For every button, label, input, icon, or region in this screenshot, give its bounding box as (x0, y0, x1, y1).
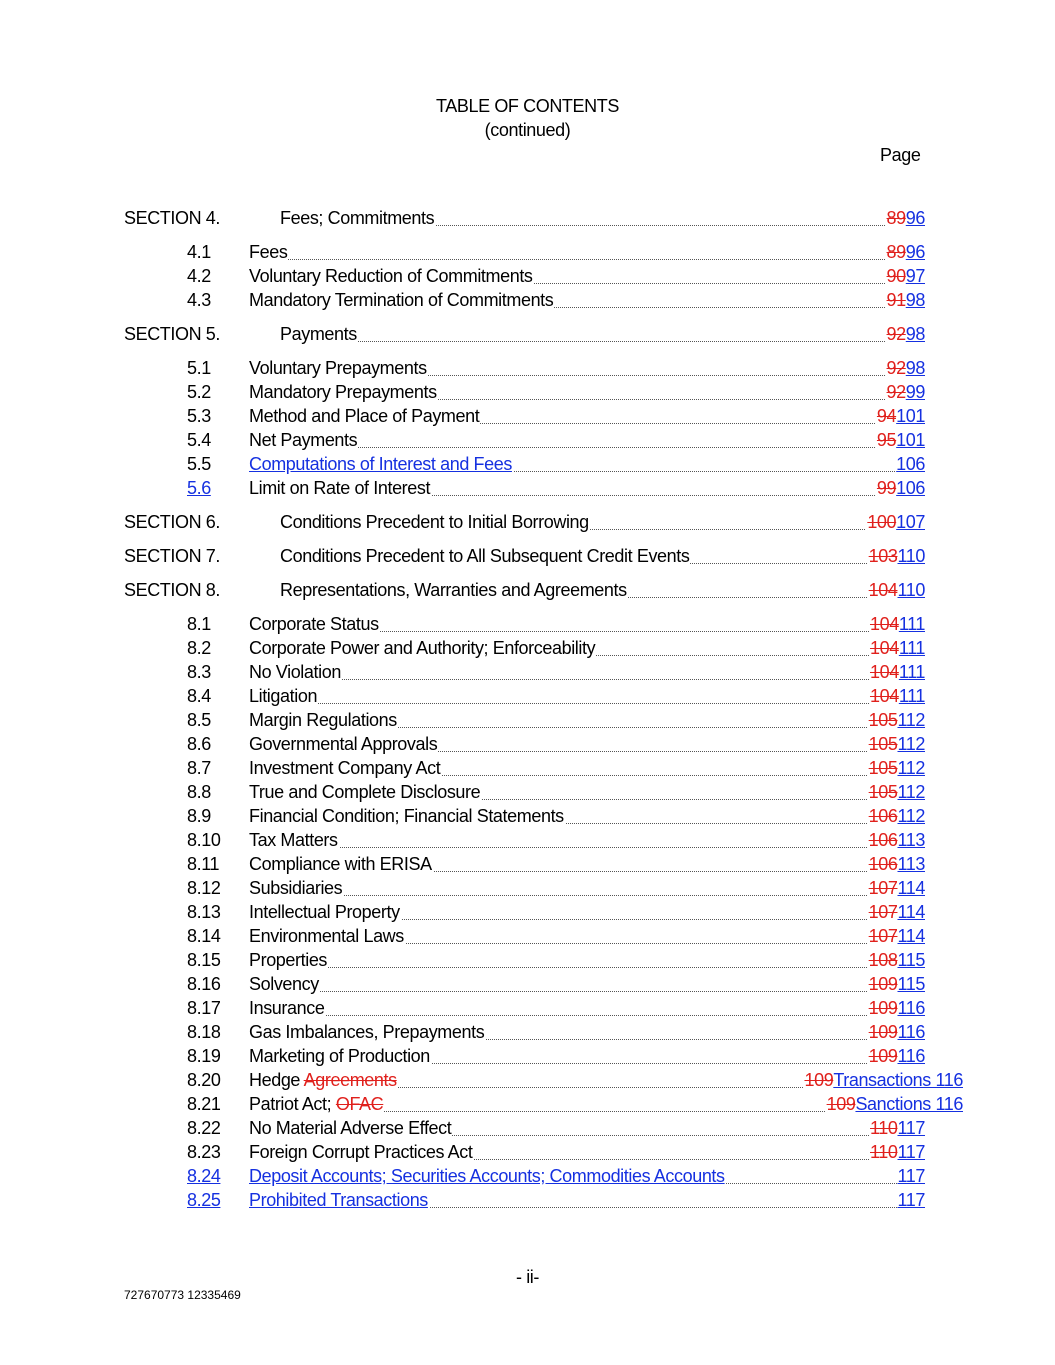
toc-entry-page (886, 265, 925, 287)
toc-entry-number: 8.6 (187, 734, 211, 754)
toc-entry-title-text: Solvency (249, 974, 319, 994)
toc-entry-page (826, 1093, 963, 1115)
toc-entry-title (249, 1165, 726, 1187)
toc-entry-title (249, 733, 438, 755)
toc-entry-number: 8.4 (187, 686, 211, 706)
toc-entry-page (868, 853, 925, 875)
toc-entry-title-text: Fees; Commitments (280, 208, 435, 228)
toc-entry-page (866, 511, 925, 533)
deleted-page-number: 110 (870, 1118, 898, 1138)
toc-entry[interactable] (0, 853, 1055, 875)
toc-entry[interactable] (0, 949, 1055, 971)
toc-dot-leader (249, 679, 925, 680)
toc-entry[interactable] (0, 405, 1055, 427)
toc-entry-page (869, 661, 925, 683)
toc-dot-leader (249, 967, 925, 968)
toc-entry-number: 8.17 (187, 998, 221, 1018)
toc-entry-page (868, 1021, 925, 1043)
inserted-page-number: 110 (897, 580, 925, 600)
toc-entry-title-text: Margin Regulations (249, 710, 397, 730)
toc-dot-leader (249, 703, 925, 704)
deleted-page-number: 99 (876, 478, 897, 498)
deleted-page-number: 106 (868, 806, 898, 826)
toc-entry-title-text: Limit on Rate of Interest (249, 478, 431, 498)
deleted-page-number: 109 (868, 998, 898, 1018)
inserted-page-number: 117 (897, 1142, 925, 1162)
toc-entry[interactable] (0, 637, 1055, 659)
deleted-page-number: 109 (868, 1022, 898, 1042)
toc-entry-title-text: Deposit Accounts; Securities Accounts; Commodities Accounts (249, 1166, 725, 1186)
toc-entry-number: 4.1 (187, 242, 211, 262)
toc-entry-title-text: Voluntary Prepayments (249, 358, 427, 378)
toc-entry-title-text: Environmental Laws (249, 926, 404, 946)
toc-entry[interactable] (0, 973, 1055, 995)
toc-entry-number: 8.3 (187, 662, 211, 682)
toc-entry[interactable] (0, 381, 1055, 403)
toc-entry-page (886, 357, 925, 379)
deleted-page-number: 92 (886, 358, 906, 378)
toc-entry[interactable] (0, 511, 1055, 533)
toc-entry-title-text: Marketing of Production (249, 1046, 430, 1066)
toc-entry-title-text: Compliance with ERISA (249, 854, 432, 874)
deleted-page-number: 109 (804, 1070, 834, 1090)
toc-entry-title-text: Governmental Approvals (249, 734, 438, 754)
toc-entry[interactable] (0, 1045, 1055, 1067)
toc-entry-number: 8.9 (187, 806, 211, 826)
inserted-page-number: 114 (897, 878, 925, 898)
inserted-page-number: 116 (897, 1022, 925, 1042)
toc-entry-title (249, 757, 441, 779)
toc-entry-number: 8.7 (187, 758, 211, 778)
inserted-page-number: 112 (897, 710, 925, 730)
toc-entry[interactable] (0, 357, 1055, 379)
toc-entry-title-deleted: Agreements (303, 1070, 397, 1090)
toc-entry-page (868, 781, 925, 803)
toc-entry-title (249, 357, 428, 379)
inserted-page-number: 112 (897, 734, 925, 754)
toc-entry[interactable] (0, 661, 1055, 683)
toc-entry-number: 8.10 (187, 830, 221, 850)
inserted-page-number: 112 (897, 758, 925, 778)
deleted-page-number: 105 (868, 782, 898, 802)
toc-entry-title (249, 381, 438, 403)
inserted-page-number: 98 (905, 290, 925, 310)
inserted-page-number: 96 (905, 242, 925, 262)
toc-entry-number: 5.3 (187, 406, 211, 426)
toc-entry-page (869, 685, 925, 707)
deleted-page-number: 91 (886, 290, 906, 310)
toc-entry-page (868, 579, 925, 601)
toc-entry-title (249, 429, 358, 451)
toc-entry-title-text: Representations, Warranties and Agreements (280, 580, 627, 600)
toc-entry-number: 8.1 (187, 614, 211, 634)
toc-entry-number: 8.24 (187, 1166, 221, 1186)
toc-entry[interactable] (0, 685, 1055, 707)
toc-entry[interactable] (0, 829, 1055, 851)
toc-entry-number: SECTION 6. (124, 512, 221, 532)
toc-entry[interactable] (0, 545, 1055, 567)
inserted-page-number: 111 (898, 662, 925, 682)
toc-entry-title-text: Mandatory Termination of Commitments (249, 290, 554, 310)
toc-entry-title (280, 511, 590, 533)
toc-entry-title (280, 579, 628, 601)
toc-entry-title-text: Insurance (249, 998, 325, 1018)
toc-entry-title-text: Foreign Corrupt Practices Act (249, 1142, 473, 1162)
deleted-page-number: 110 (870, 1142, 898, 1162)
toc-entry-title (249, 781, 481, 803)
toc-entry-page (876, 405, 925, 427)
deleted-page-number: 104 (869, 686, 899, 706)
toc-entry-title-text: No Material Adverse Effect (249, 1118, 452, 1138)
inserted-page-number: 116 (897, 1046, 925, 1066)
toc-entry-title (249, 1069, 398, 1091)
inserted-page-number: 111 (898, 686, 925, 706)
toc-entry-title (249, 685, 318, 707)
toc-dot-leader (249, 991, 925, 992)
deleted-page-number: 95 (876, 430, 897, 450)
toc-entry-page (886, 207, 925, 229)
toc-entry-title-text: Hedge (249, 1070, 301, 1090)
inserted-page-number: 112 (897, 782, 925, 802)
toc-entry[interactable] (0, 997, 1055, 1019)
toc-entry-title-text: Patriot Act; (249, 1094, 332, 1114)
toc-entry-number: 8.16 (187, 974, 221, 994)
inserted-page-number: Transactions 116 (833, 1070, 963, 1090)
toc-entry-title (249, 877, 343, 899)
toc-entry[interactable] (0, 709, 1055, 731)
toc-entry-title-text: Investment Company Act (249, 758, 441, 778)
toc-dot-leader (249, 259, 925, 260)
toc-entry[interactable] (0, 265, 1055, 287)
toc-entry-page (886, 323, 925, 345)
toc-entry-number: SECTION 7. (124, 546, 221, 566)
toc-entry[interactable] (0, 877, 1055, 899)
deleted-page-number: 106 (868, 854, 898, 874)
toc-entry-number: 4.2 (187, 266, 211, 286)
toc-entry-page (876, 477, 925, 499)
toc-entry-title (249, 853, 433, 875)
toc-entry-page (886, 381, 925, 403)
inserted-page-number: 107 (896, 512, 925, 532)
toc-entry-page (868, 925, 925, 947)
toc-header-subtitle: (continued) (484, 120, 571, 140)
toc-entry-title-text: Computations of Interest and Fees (249, 454, 512, 474)
deleted-page-number: 104 (869, 638, 899, 658)
toc-entry-page (876, 429, 925, 451)
toc-entry-number: SECTION 8. (124, 580, 221, 600)
toc-entry-title-text: Corporate Status (249, 614, 379, 634)
toc-entry-number: 8.5 (187, 710, 211, 730)
deleted-page-number: 109 (826, 1094, 856, 1114)
toc-entry-page (886, 241, 925, 263)
toc-entry[interactable] (0, 289, 1055, 311)
deleted-page-number: 89 (886, 242, 906, 262)
toc-entry-title-text: Subsidiaries (249, 878, 343, 898)
toc-entry-title (249, 973, 320, 995)
toc-entry-page (868, 1045, 925, 1067)
toc-entry[interactable] (0, 1093, 1055, 1115)
inserted-page-number: 115 (897, 974, 925, 994)
toc-entry-number: 8.2 (187, 638, 211, 658)
toc-entry-title-text: Properties (249, 950, 328, 970)
toc-entry-title (249, 829, 339, 851)
toc-dot-leader (249, 895, 925, 896)
toc-entry[interactable] (0, 613, 1055, 635)
toc-entry-number: 5.1 (187, 358, 211, 378)
toc-entry-title-text: Gas Imbalances, Prepayments (249, 1022, 485, 1042)
toc-entry-number: 8.14 (187, 926, 221, 946)
toc-entry[interactable] (0, 1189, 1055, 1211)
toc-entry-title-text: Prohibited Transactions (249, 1190, 428, 1210)
toc-entry[interactable] (0, 925, 1055, 947)
deleted-page-number: 106 (868, 830, 898, 850)
toc-entry-title (249, 1189, 429, 1211)
toc-entry-title (249, 661, 342, 683)
toc-entry-page (868, 877, 925, 899)
inserted-page-number: 111 (898, 614, 925, 634)
toc-entry-number: 8.22 (187, 1118, 221, 1138)
deleted-page-number: 89 (886, 208, 906, 228)
deleted-page-number: 107 (868, 902, 898, 922)
toc-dot-leader (280, 341, 925, 342)
toc-entry[interactable] (0, 323, 1055, 345)
toc-entry-number: 8.12 (187, 878, 221, 898)
toc-entry-title (280, 545, 690, 567)
toc-entry-title (249, 805, 565, 827)
toc-entry-page (868, 545, 925, 567)
toc-entry-title-text: Fees (249, 242, 288, 262)
toc-entry-page (897, 1189, 926, 1211)
toc-entry-title (249, 1045, 431, 1067)
toc-entry[interactable] (0, 1141, 1055, 1163)
toc-entry-number: 8.15 (187, 950, 221, 970)
toc-entry-title (249, 265, 534, 287)
toc-entry-title-text: Payments (280, 324, 357, 344)
inserted-page-number: Sanctions 116 (855, 1094, 963, 1114)
toc-entry-title-text: Net Payments (249, 430, 358, 450)
toc-entry-title (249, 925, 405, 947)
deleted-page-number: 105 (868, 758, 898, 778)
toc-entry-page (869, 637, 925, 659)
toc-entry-number: 8.20 (187, 1070, 221, 1090)
toc-entry-title (249, 901, 401, 923)
inserted-page-number: 112 (897, 806, 925, 826)
deleted-page-number: 109 (868, 974, 898, 994)
toc-entry[interactable] (0, 1069, 1055, 1091)
inserted-page-number: 117 (897, 1166, 925, 1186)
deleted-page-number: 107 (868, 878, 898, 898)
toc-entry[interactable] (0, 453, 1055, 475)
toc-entry-number: SECTION 5. (124, 324, 221, 344)
toc-entry-title-text: Financial Condition; Financial Statements (249, 806, 564, 826)
deleted-page-number: 105 (868, 710, 898, 730)
toc-entry-title-text: True and Complete Disclosure (249, 782, 481, 802)
footer-page-number: - ii- (516, 1267, 539, 1287)
toc-entry-page (868, 997, 925, 1019)
toc-entry-page (868, 901, 925, 923)
inserted-page-number: 106 (896, 478, 925, 498)
toc-entry-page (868, 829, 925, 851)
inserted-page-number: 96 (905, 208, 925, 228)
toc-header-title: TABLE OF CONTENTS (436, 96, 619, 116)
deleted-page-number: 109 (868, 1046, 898, 1066)
inserted-page-number: 117 (897, 1118, 925, 1138)
inserted-page-number: 113 (897, 854, 925, 874)
toc-entry-title-text: Conditions Precedent to Initial Borrowing (280, 512, 589, 532)
deleted-page-number: 105 (868, 734, 898, 754)
toc-entry-number: 5.5 (187, 454, 211, 474)
toc-entry-page (868, 805, 925, 827)
toc-entry-number: 4.3 (187, 290, 211, 310)
toc-entry[interactable] (0, 1117, 1055, 1139)
toc-entry-title (249, 477, 431, 499)
inserted-page-number: 99 (905, 382, 925, 402)
inserted-page-number: 116 (897, 998, 925, 1018)
toc-entry-number: 5.4 (187, 430, 211, 450)
toc-entry-number: 8.13 (187, 902, 221, 922)
inserted-page-number: 117 (897, 1190, 925, 1210)
deleted-page-number: 108 (868, 950, 898, 970)
toc-entry-title-text: Tax Matters (249, 830, 338, 850)
toc-entry-page (869, 613, 925, 635)
inserted-page-number: 114 (897, 902, 925, 922)
toc-entry-title (249, 405, 480, 427)
toc-entry-title (280, 207, 435, 229)
deleted-page-number: 92 (886, 382, 906, 402)
toc-entry[interactable] (0, 207, 1055, 229)
deleted-page-number: 104 (869, 662, 899, 682)
toc-entry-number: 8.18 (187, 1022, 221, 1042)
toc-entry-title-text: No Violation (249, 662, 341, 682)
toc-entry-number: 8.25 (187, 1190, 221, 1210)
toc-entry-page (868, 709, 925, 731)
toc-entry-number: 5.6 (187, 478, 211, 498)
inserted-page-number: 111 (898, 638, 925, 658)
toc-entry-number: SECTION 4. (124, 208, 221, 228)
toc-entry-page (886, 289, 925, 311)
toc-entry-title-text: Mandatory Prepayments (249, 382, 437, 402)
toc-entry-title (249, 1093, 384, 1115)
toc-entry-title-text: Voluntary Reduction of Commitments (249, 266, 533, 286)
toc-entry-number: 8.23 (187, 1142, 221, 1162)
toc-entry-page (868, 973, 925, 995)
toc-entry-number: 8.11 (187, 854, 220, 874)
inserted-page-number: 97 (905, 266, 925, 286)
toc-entry-page (868, 757, 925, 779)
toc-entry-title-deleted: OFAC (335, 1094, 384, 1114)
deleted-page-number: 92 (886, 324, 906, 344)
toc-entry[interactable] (0, 757, 1055, 779)
toc-entry[interactable] (0, 805, 1055, 827)
deleted-page-number: 104 (869, 614, 899, 634)
toc-entry-title (249, 1141, 474, 1163)
deleted-page-number: 104 (868, 580, 898, 600)
inserted-page-number: 98 (905, 358, 925, 378)
toc-entry-title (249, 637, 596, 659)
toc-entry-page (869, 1117, 925, 1139)
toc-entry-page (869, 1141, 925, 1163)
toc-entry-number: 8.8 (187, 782, 211, 802)
toc-entry-title (249, 453, 513, 475)
toc-entry-title (249, 1021, 485, 1043)
deleted-page-number: 90 (886, 266, 906, 286)
toc-entry-title (280, 323, 358, 345)
toc-entry-title-text: Intellectual Property (249, 902, 400, 922)
inserted-page-number: 98 (905, 324, 925, 344)
toc-entry-page (803, 1069, 963, 1091)
toc-entry[interactable] (0, 579, 1055, 601)
toc-entry[interactable] (0, 1021, 1055, 1043)
toc-entry[interactable] (0, 781, 1055, 803)
toc-entry-page (895, 453, 925, 475)
inserted-page-number: 114 (897, 926, 925, 946)
toc-entry-title (249, 613, 380, 635)
toc-entry-title (249, 241, 288, 263)
inserted-page-number: 101 (896, 430, 925, 450)
inserted-page-number: 101 (896, 406, 925, 426)
toc-entry-title (249, 997, 325, 1019)
toc-dot-leader (249, 847, 925, 848)
toc-entry[interactable] (0, 901, 1055, 923)
toc-entry-page (897, 1165, 926, 1187)
deleted-page-number: 107 (868, 926, 898, 946)
toc-entry-title (249, 1117, 452, 1139)
toc-entry-title-text: Corporate Power and Authority; Enforceability (249, 638, 596, 658)
toc-entry[interactable] (0, 477, 1055, 499)
toc-entry-title (249, 289, 554, 311)
toc-entry-number: 8.19 (187, 1046, 221, 1066)
deleted-page-number: 94 (876, 406, 897, 426)
toc-entry-title-text: Conditions Precedent to All Subsequent Credit Events (280, 546, 690, 566)
toc-entry[interactable] (0, 1165, 1055, 1187)
inserted-page-number: 115 (897, 950, 925, 970)
deleted-page-number: 100 (867, 512, 897, 532)
deleted-page-number: 103 (868, 546, 898, 566)
inserted-page-number: 113 (897, 830, 925, 850)
inserted-page-number: 110 (897, 546, 925, 566)
toc-entry[interactable] (0, 241, 1055, 263)
inserted-page-number: 106 (896, 454, 925, 474)
toc-entry[interactable] (0, 733, 1055, 755)
toc-entry-page (868, 949, 925, 971)
toc-dot-leader (249, 1015, 925, 1016)
toc-entry-number: 5.2 (187, 382, 211, 402)
toc-entry-title-text: Litigation (249, 686, 318, 706)
toc-entry-title (249, 949, 328, 971)
toc-entry-page (868, 733, 925, 755)
footer-doc-id: 727670773 12335469 (124, 1288, 241, 1302)
toc-entry-number: 8.21 (187, 1094, 221, 1114)
toc-entry-title (249, 709, 398, 731)
toc-entry[interactable] (0, 429, 1055, 451)
toc-entry-title-text: Method and Place of Payment (249, 406, 480, 426)
page-column-label: Page (880, 145, 921, 165)
